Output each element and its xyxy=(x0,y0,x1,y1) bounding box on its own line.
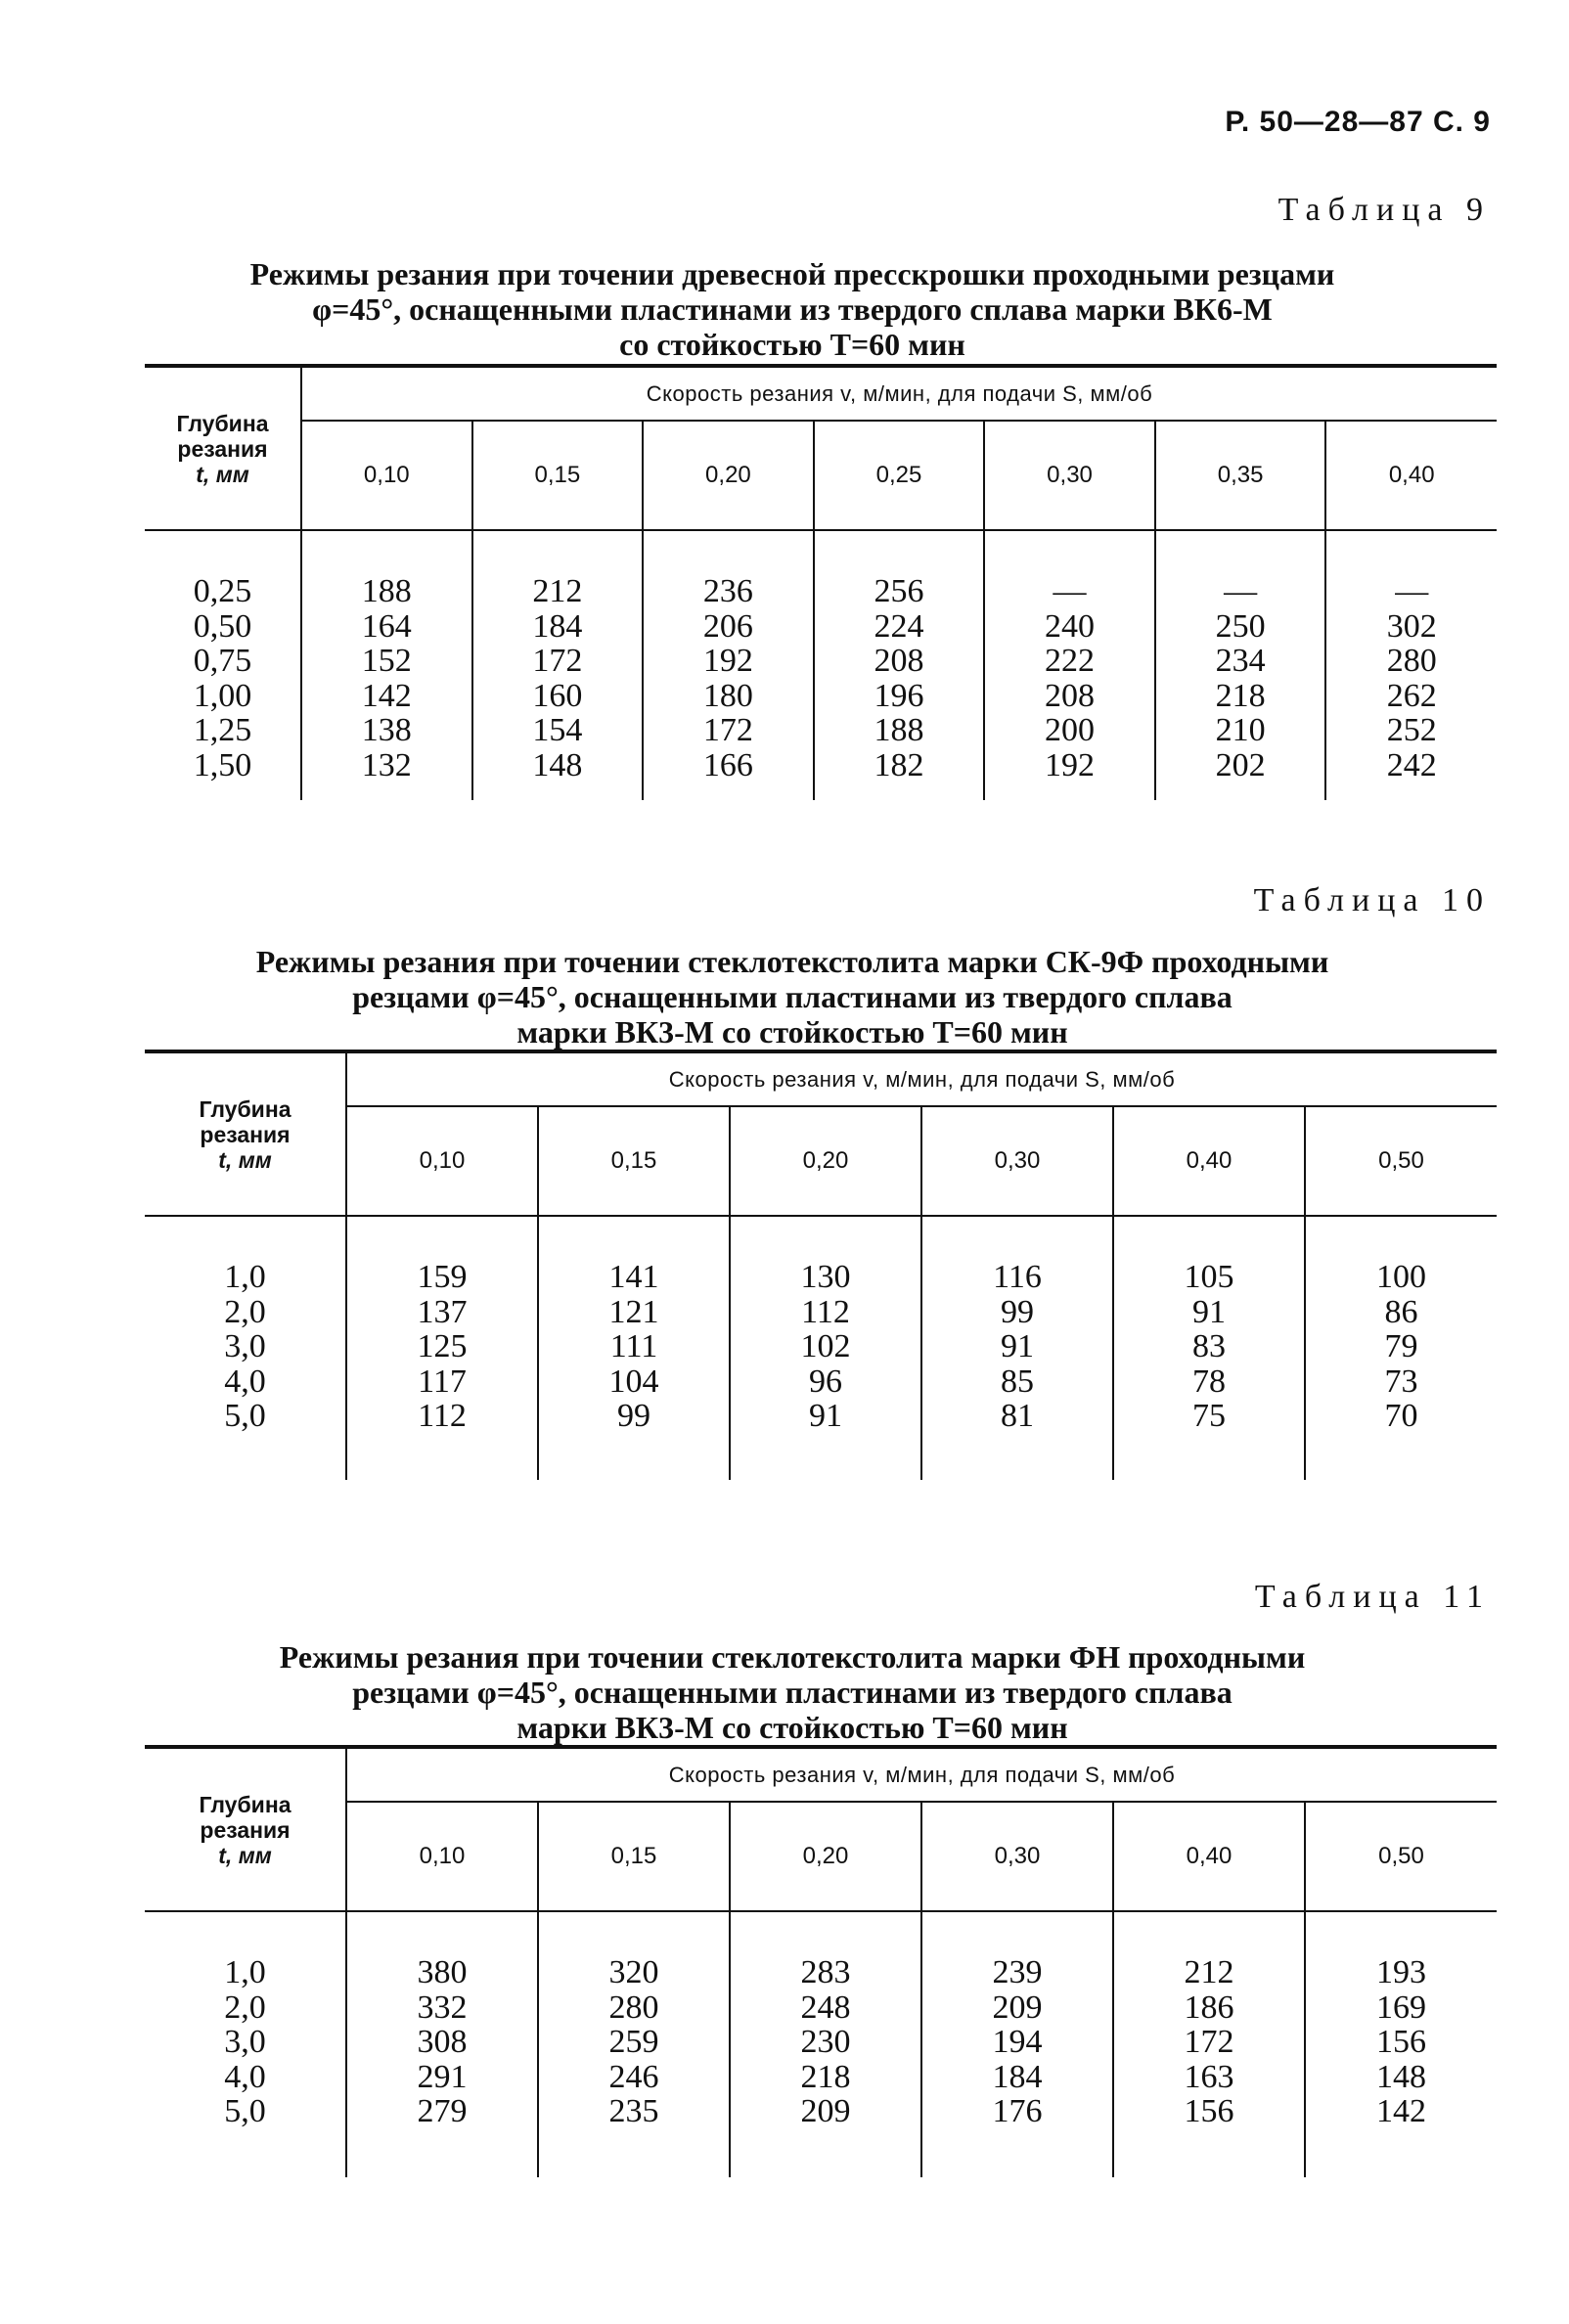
cell: 5,0 xyxy=(224,2093,266,2129)
depth-header-line-3: t, мм xyxy=(196,461,249,487)
cell: 248 xyxy=(800,1989,851,2026)
table-11-title xyxy=(137,1639,1448,1745)
feed-header: 0,10 xyxy=(301,421,472,530)
feed-header: 0,40 xyxy=(1113,1802,1305,1911)
feed-header: 0,25 xyxy=(814,421,985,530)
cell: 100 xyxy=(1376,1259,1426,1295)
cell: 180 xyxy=(702,677,753,714)
cell: — xyxy=(1395,573,1429,609)
table-11-title-line-2: резцами φ=45°, оснащенными пластинами из твердого сплава xyxy=(352,1675,1233,1710)
cell: 283 xyxy=(800,1954,851,1990)
cell: 148 xyxy=(532,746,583,783)
cell: 83 xyxy=(1192,1328,1226,1364)
feed-header: 0,30 xyxy=(921,1802,1113,1911)
cell: 236 xyxy=(702,573,753,609)
cell: 1,0 xyxy=(224,1259,266,1295)
cell: 291 xyxy=(417,2058,468,2095)
value-column xyxy=(1113,1216,1305,1480)
cell: 73 xyxy=(1384,1363,1418,1400)
cell: 130 xyxy=(800,1259,851,1295)
cell: 164 xyxy=(361,607,412,645)
cell: 112 xyxy=(801,1293,850,1330)
cell: 166 xyxy=(702,746,753,783)
cell: 78 xyxy=(1192,1363,1226,1400)
depth-header-line-2: резания xyxy=(200,1121,291,1147)
cell: 75 xyxy=(1192,1398,1226,1434)
value-column xyxy=(346,1216,538,1480)
cell: 3,0 xyxy=(224,1328,266,1364)
cell: 192 xyxy=(1045,746,1096,783)
cell: 142 xyxy=(361,677,412,714)
cell: 81 xyxy=(1001,1398,1034,1434)
cell: 156 xyxy=(1376,2024,1426,2060)
value-column xyxy=(538,1911,730,2177)
table-10-title-line-1: Режимы резания при точении стеклотекстолита марки СК-9Ф проходными xyxy=(255,944,1329,979)
cell: 222 xyxy=(1045,643,1096,679)
cell: 99 xyxy=(617,1398,650,1434)
table-11-label: Таблица 11 xyxy=(1254,1579,1491,1615)
cell: 380 xyxy=(417,1954,468,1990)
cell: 152 xyxy=(361,643,412,679)
cell: 212 xyxy=(532,573,583,609)
value-column xyxy=(984,530,1155,800)
cell: 102 xyxy=(800,1328,851,1364)
depth-header xyxy=(145,366,301,530)
cell: 212 xyxy=(1184,1954,1234,1990)
value-column xyxy=(730,1911,921,2177)
cell: 1,0 xyxy=(224,1954,266,1990)
cell: 159 xyxy=(417,1259,468,1295)
cell: 235 xyxy=(608,2093,659,2129)
cell: 105 xyxy=(1184,1259,1234,1295)
cell: 104 xyxy=(608,1363,659,1400)
cell: 184 xyxy=(992,2058,1043,2095)
value-column xyxy=(538,1216,730,1480)
table-9-title-line-1: Режимы резания при точении древесной пресскрошки проходными резцами xyxy=(249,256,1335,291)
cell: 91 xyxy=(1192,1293,1226,1330)
cell: — xyxy=(1053,573,1087,609)
cell: 112 xyxy=(418,1398,467,1434)
depth-column xyxy=(145,1911,346,2177)
depth-header-line-2: резания xyxy=(177,435,268,462)
cell: 5,0 xyxy=(224,1398,266,1434)
depth-header xyxy=(145,1051,346,1216)
value-column xyxy=(1155,530,1326,800)
cell: 2,0 xyxy=(224,1989,266,2026)
value-column xyxy=(301,530,472,800)
cell: 202 xyxy=(1215,746,1266,783)
cell: 184 xyxy=(532,607,583,645)
cell: 116 xyxy=(993,1259,1042,1295)
table-9-title xyxy=(137,256,1448,362)
cell: 230 xyxy=(800,2024,851,2060)
cell: 138 xyxy=(361,712,412,748)
cell: 280 xyxy=(608,1989,659,2026)
cell: 206 xyxy=(702,607,753,645)
cell: 156 xyxy=(1184,2093,1234,2129)
cell: 239 xyxy=(992,1954,1043,1990)
cell: 1,50 xyxy=(193,746,252,783)
feed-header: 0,10 xyxy=(346,1802,538,1911)
table-10-title xyxy=(137,944,1448,1050)
cell: 188 xyxy=(361,573,412,609)
cell: 3,0 xyxy=(224,2024,266,2060)
feed-header: 0,20 xyxy=(730,1802,921,1911)
cell: 218 xyxy=(1215,677,1266,714)
cell: 86 xyxy=(1384,1293,1418,1330)
cell: 2,0 xyxy=(224,1293,266,1330)
cell: 1,00 xyxy=(193,677,252,714)
value-column xyxy=(921,1911,1113,2177)
speed-caption: Скорость резания v, м/мин, для подачи S, мм/об xyxy=(301,366,1497,421)
depth-column xyxy=(145,530,301,800)
feed-header: 0,15 xyxy=(538,1106,730,1216)
cell: 148 xyxy=(1376,2058,1426,2095)
table-9-title-line-2: φ=45°, оснащенными пластинами из твердого сплава марки ВК6-М xyxy=(312,291,1273,327)
cell: 111 xyxy=(609,1328,658,1364)
cell: 196 xyxy=(874,677,924,714)
cell: 279 xyxy=(417,2093,468,2129)
cell: 0,25 xyxy=(193,573,252,609)
depth-header-line-1: Глубина xyxy=(176,410,269,436)
cell: 192 xyxy=(702,643,753,679)
cell: 4,0 xyxy=(224,2058,266,2095)
cell: 99 xyxy=(1001,1293,1034,1330)
cell: 240 xyxy=(1045,607,1096,645)
cell: 182 xyxy=(874,746,924,783)
cell: 137 xyxy=(417,1293,468,1330)
feed-header: 0,50 xyxy=(1305,1106,1497,1216)
table-10-title-line-3: марки ВК3-М со стойкостью T=60 мин xyxy=(516,1014,1068,1050)
cell: 91 xyxy=(809,1398,842,1434)
feed-header: 0,40 xyxy=(1113,1106,1305,1216)
cell: 188 xyxy=(874,712,924,748)
table-10-title-line-2: резцами φ=45°, оснащенными пластинами из твердого сплава xyxy=(352,979,1233,1014)
cell: 172 xyxy=(702,712,753,748)
table-9-label: Таблица 9 xyxy=(1278,192,1491,228)
cell: 234 xyxy=(1215,643,1266,679)
cell: 0,50 xyxy=(193,607,252,645)
value-column xyxy=(472,530,644,800)
cell: 91 xyxy=(1001,1328,1034,1364)
feed-header: 0,20 xyxy=(730,1106,921,1216)
cell: 142 xyxy=(1376,2093,1426,2129)
value-column xyxy=(730,1216,921,1480)
table-9 xyxy=(145,364,1497,800)
value-column xyxy=(346,1911,538,2177)
cell: 1,25 xyxy=(193,712,252,748)
cell: 172 xyxy=(1184,2024,1234,2060)
cell: 209 xyxy=(992,1989,1043,2026)
table-10-label: Таблица 10 xyxy=(1253,882,1491,918)
cell: 209 xyxy=(800,2093,851,2129)
cell: 169 xyxy=(1376,1989,1426,2026)
cell: 117 xyxy=(418,1363,467,1400)
cell: 252 xyxy=(1386,712,1437,748)
feed-header: 0,40 xyxy=(1325,421,1497,530)
cell: 70 xyxy=(1384,1398,1418,1434)
cell: 208 xyxy=(874,643,924,679)
cell: 210 xyxy=(1215,712,1266,748)
table-11-title-line-1: Режимы резания при точении стеклотекстолита марки ФН проходными xyxy=(279,1639,1306,1675)
cell: 85 xyxy=(1001,1363,1034,1400)
cell: 121 xyxy=(608,1293,659,1330)
table-11-title-line-3: марки ВК3-М со стойкостью T=60 мин xyxy=(516,1710,1068,1745)
cell: 163 xyxy=(1184,2058,1234,2095)
cell: 125 xyxy=(417,1328,468,1364)
depth-header-line-3: t, мм xyxy=(218,1842,272,1868)
table-9-title-line-3: со стойкостью T=60 мин xyxy=(619,327,965,362)
cell: 79 xyxy=(1384,1328,1418,1364)
page-reference: Р. 50—28—87 С. 9 xyxy=(1225,106,1491,138)
speed-caption: Скорость резания v, м/мин, для подачи S, мм/об xyxy=(346,1051,1497,1106)
depth-header-line-3: t, мм xyxy=(218,1146,272,1173)
feed-header: 0,20 xyxy=(643,421,814,530)
cell: 4,0 xyxy=(224,1363,266,1400)
value-column xyxy=(1305,1216,1497,1480)
cell: 0,75 xyxy=(193,643,252,679)
cell: 176 xyxy=(992,2093,1043,2129)
cell: 246 xyxy=(608,2058,659,2095)
value-column xyxy=(1305,1911,1497,2177)
cell: 132 xyxy=(361,746,412,783)
cell: — xyxy=(1224,573,1258,609)
feed-header: 0,35 xyxy=(1155,421,1326,530)
feed-header: 0,15 xyxy=(472,421,644,530)
value-column xyxy=(1325,530,1497,800)
feed-header: 0,15 xyxy=(538,1802,730,1911)
cell: 250 xyxy=(1215,607,1266,645)
cell: 308 xyxy=(417,2024,468,2060)
cell: 259 xyxy=(608,2024,659,2060)
cell: 96 xyxy=(809,1363,842,1400)
table-10 xyxy=(145,1050,1497,1480)
feed-header: 0,30 xyxy=(984,421,1155,530)
speed-caption: Скорость резания v, м/мин, для подачи S, мм/об xyxy=(346,1747,1497,1802)
cell: 160 xyxy=(532,677,583,714)
cell: 280 xyxy=(1386,643,1437,679)
depth-column xyxy=(145,1216,346,1480)
cell: 218 xyxy=(800,2058,851,2095)
cell: 302 xyxy=(1386,607,1437,645)
depth-header-line-1: Глубина xyxy=(199,1791,291,1817)
cell: 154 xyxy=(532,712,583,748)
value-column xyxy=(921,1216,1113,1480)
value-column xyxy=(814,530,985,800)
cell: 200 xyxy=(1045,712,1096,748)
feed-header: 0,10 xyxy=(346,1106,538,1216)
depth-header xyxy=(145,1747,346,1911)
cell: 194 xyxy=(992,2024,1043,2060)
cell: 262 xyxy=(1386,677,1437,714)
value-column xyxy=(1113,1911,1305,2177)
feed-header: 0,50 xyxy=(1305,1802,1497,1911)
table-11 xyxy=(145,1745,1497,2177)
cell: 193 xyxy=(1376,1954,1426,1990)
cell: 242 xyxy=(1386,746,1437,783)
cell: 224 xyxy=(874,607,924,645)
cell: 332 xyxy=(417,1989,468,2026)
cell: 172 xyxy=(532,643,583,679)
cell: 256 xyxy=(874,573,924,609)
cell: 208 xyxy=(1045,677,1096,714)
cell: 320 xyxy=(608,1954,659,1990)
cell: 141 xyxy=(608,1259,659,1295)
depth-header-line-1: Глубина xyxy=(199,1095,291,1122)
value-column xyxy=(643,530,814,800)
feed-header: 0,30 xyxy=(921,1106,1113,1216)
depth-header-line-2: резания xyxy=(200,1816,291,1843)
cell: 186 xyxy=(1184,1989,1234,2026)
